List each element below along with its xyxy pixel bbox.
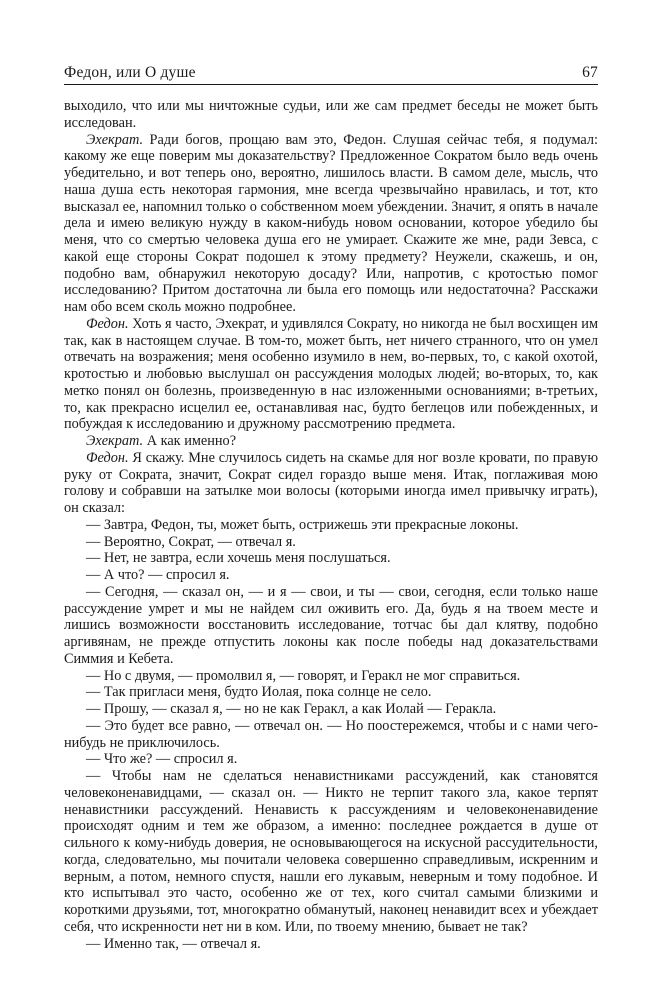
dialogue-line: [64, 584, 598, 668]
dialogue-line: [64, 684, 598, 701]
dialogue-line: [64, 517, 598, 534]
dialogue-line: [64, 768, 598, 936]
paragraph-text: — Но с двумя, — промолвил я, — говорят, и Геракл не мог справиться.: [86, 667, 521, 684]
paragraph: [64, 433, 598, 450]
running-header: [64, 56, 598, 82]
paragraph-text: — Это будет все равно, — отвечал он. — Но поостережемся, чтобы и с нами чего-нибудь не приключилось.: [64, 717, 598, 751]
speaker-name: Федон.: [86, 449, 129, 466]
running-title: Федон, или О душе: [64, 64, 196, 81]
paragraph-text: — Сегодня, — сказал он, — и я — свои, и ты — свои, сегодня, если только наше рассуждение умрет и мы не найдем сил оживить его. Да, будь я на твоем месте и лишись возможности восстановить исследование, тотчас бы дал клятву, подобно аргивянам, не прежде отпустить локоны как после победы над доказательствами Симмия и Кебета.: [64, 583, 598, 667]
dialogue-line: [64, 701, 598, 718]
paragraph-text: — Так пригласи меня, будто Иолая, пока солнце не село.: [86, 684, 432, 701]
dialogue-line: [64, 534, 598, 551]
paragraph: [64, 316, 598, 433]
dialogue-line: [64, 751, 598, 768]
paragraph-text: А как именно?: [143, 433, 237, 449]
paragraph: [64, 450, 598, 517]
paragraph-text: — Именно так, — отвечал я.: [86, 935, 261, 952]
dialogue-line: [64, 718, 598, 752]
paragraph-text: — Чтобы нам не сделаться ненавистниками рассуждений, как становятся человеконенавидцами, — сказал он. — Никто не терпит такого зла, какое терпят ненавистники рассуждений. Ненависть к рассуждениям и человеконенавидение происходят одним и тем же образом, а именно: последнее рождается в душе от сильного к кому-нибудь доверия, не основывающегося на искусной рассудительности, когда, следовательно, мы почитали человека совершенно справедливым, искренним и верным, а потом, немного спустя, нашли его лукавым, неверным и тому подобное. И кто испытывал это часто, особенно же от тех, кого считал самыми близкими и короткими друзьями, тот, многократно обманутый, наконец ненавидит всех и убеждает себя, что искренности нет ни в ком. Или, по твоему мнению, бывает не так?: [64, 768, 598, 935]
paragraph-text: — Прошу, — сказал я, — но не как Геракл, а как Иолай — Геракла.: [86, 701, 497, 717]
dialogue-line: [64, 550, 598, 567]
speaker-name: Эхекрат.: [86, 433, 144, 449]
speaker-name: Эхекрат.: [86, 131, 144, 148]
paragraph-text: — Вероятно, Сократ, — отвечал я.: [86, 533, 296, 550]
paragraph-text: выходило, что или мы ничтожные судьи, или же сам предмет беседы не может быть исследован.: [64, 98, 598, 131]
paragraph-text: — Завтра, Федон, ты, может быть, острижешь эти прекрасные локоны.: [86, 516, 519, 533]
dialogue-line: [64, 668, 598, 685]
paragraph-text: — Нет, не завтра, если хочешь меня послушаться.: [86, 550, 391, 567]
paragraph: [64, 132, 598, 316]
paragraph-text: Хоть я часто, Эхекрат, и удивлялся Сократу, но никогда не был восхищен им так, как в настоящем случае. В том-то, может быть, нет ничего странного, что он умел отвечать на возражения; меня особенно изумило в нем, во-первых, то, с какой охотой, кротостью и любовью выслушал он рассуждения молодых людей; во-вторых, то, как метко понял он болезнь, произведенную в нас изложенными основаниями; в-третьих, то, как прекрасно исцелил ее, останавливая нас, будто беглецов или побежденных, и побуждая к исследованию и дружному рассмотрению предмета.: [64, 315, 598, 433]
header-rule: [64, 84, 598, 85]
dialogue-line: [64, 567, 598, 584]
paragraph-text: — А что? — спросил я.: [86, 567, 230, 583]
body-text: [64, 98, 598, 952]
paragraph-text: Ради богов, прощаю вам это, Федон. Слушая сейчас тебя, я подумал: какому же еще поверим мы доказательству? Предложенное Сократом было ведь очень убедительно, и вот теперь оно, вероятно, лишилось власти. В самом деле, мысль, что наша душа есть некоторая гармония, мне всегда чрезвычайно нравилась, и тот, кто высказал ее, напомнил только о собственном моем убеждении. Значит, я опять в начале дела и имею великую нужду в каком-нибудь новом основании, которое убедило бы меня, что со смертью человека душа его не умирает. Скажите же мне, ради Зевса, с какой еще стороны Сократ подошел к этому предмету? Неужели, скажешь, и он, подобно вам, обнаружил некоторую досаду? Или, напротив, с кротостью помог исследованию? Притом достаточна ли была его помощь или недостаточна? Расскажи нам обо всем сколь можно подробнее.: [64, 131, 598, 315]
paragraph: [64, 98, 598, 132]
dialogue-line: [64, 936, 598, 953]
page-number: 67: [582, 64, 598, 81]
paragraph-text: Я скажу. Мне случилось сидеть на скамье для ног возле кровати, по правую руку от Сократа, значит, Сократ сидел гораздо выше меня. Итак, поглаживая мою голову и собравши на затылке мои волосы (которыми иногда имел привычку играть), он сказал:: [64, 449, 598, 516]
paragraph-text: — Что же? — спросил я.: [86, 751, 238, 768]
speaker-name: Федон.: [86, 315, 129, 332]
